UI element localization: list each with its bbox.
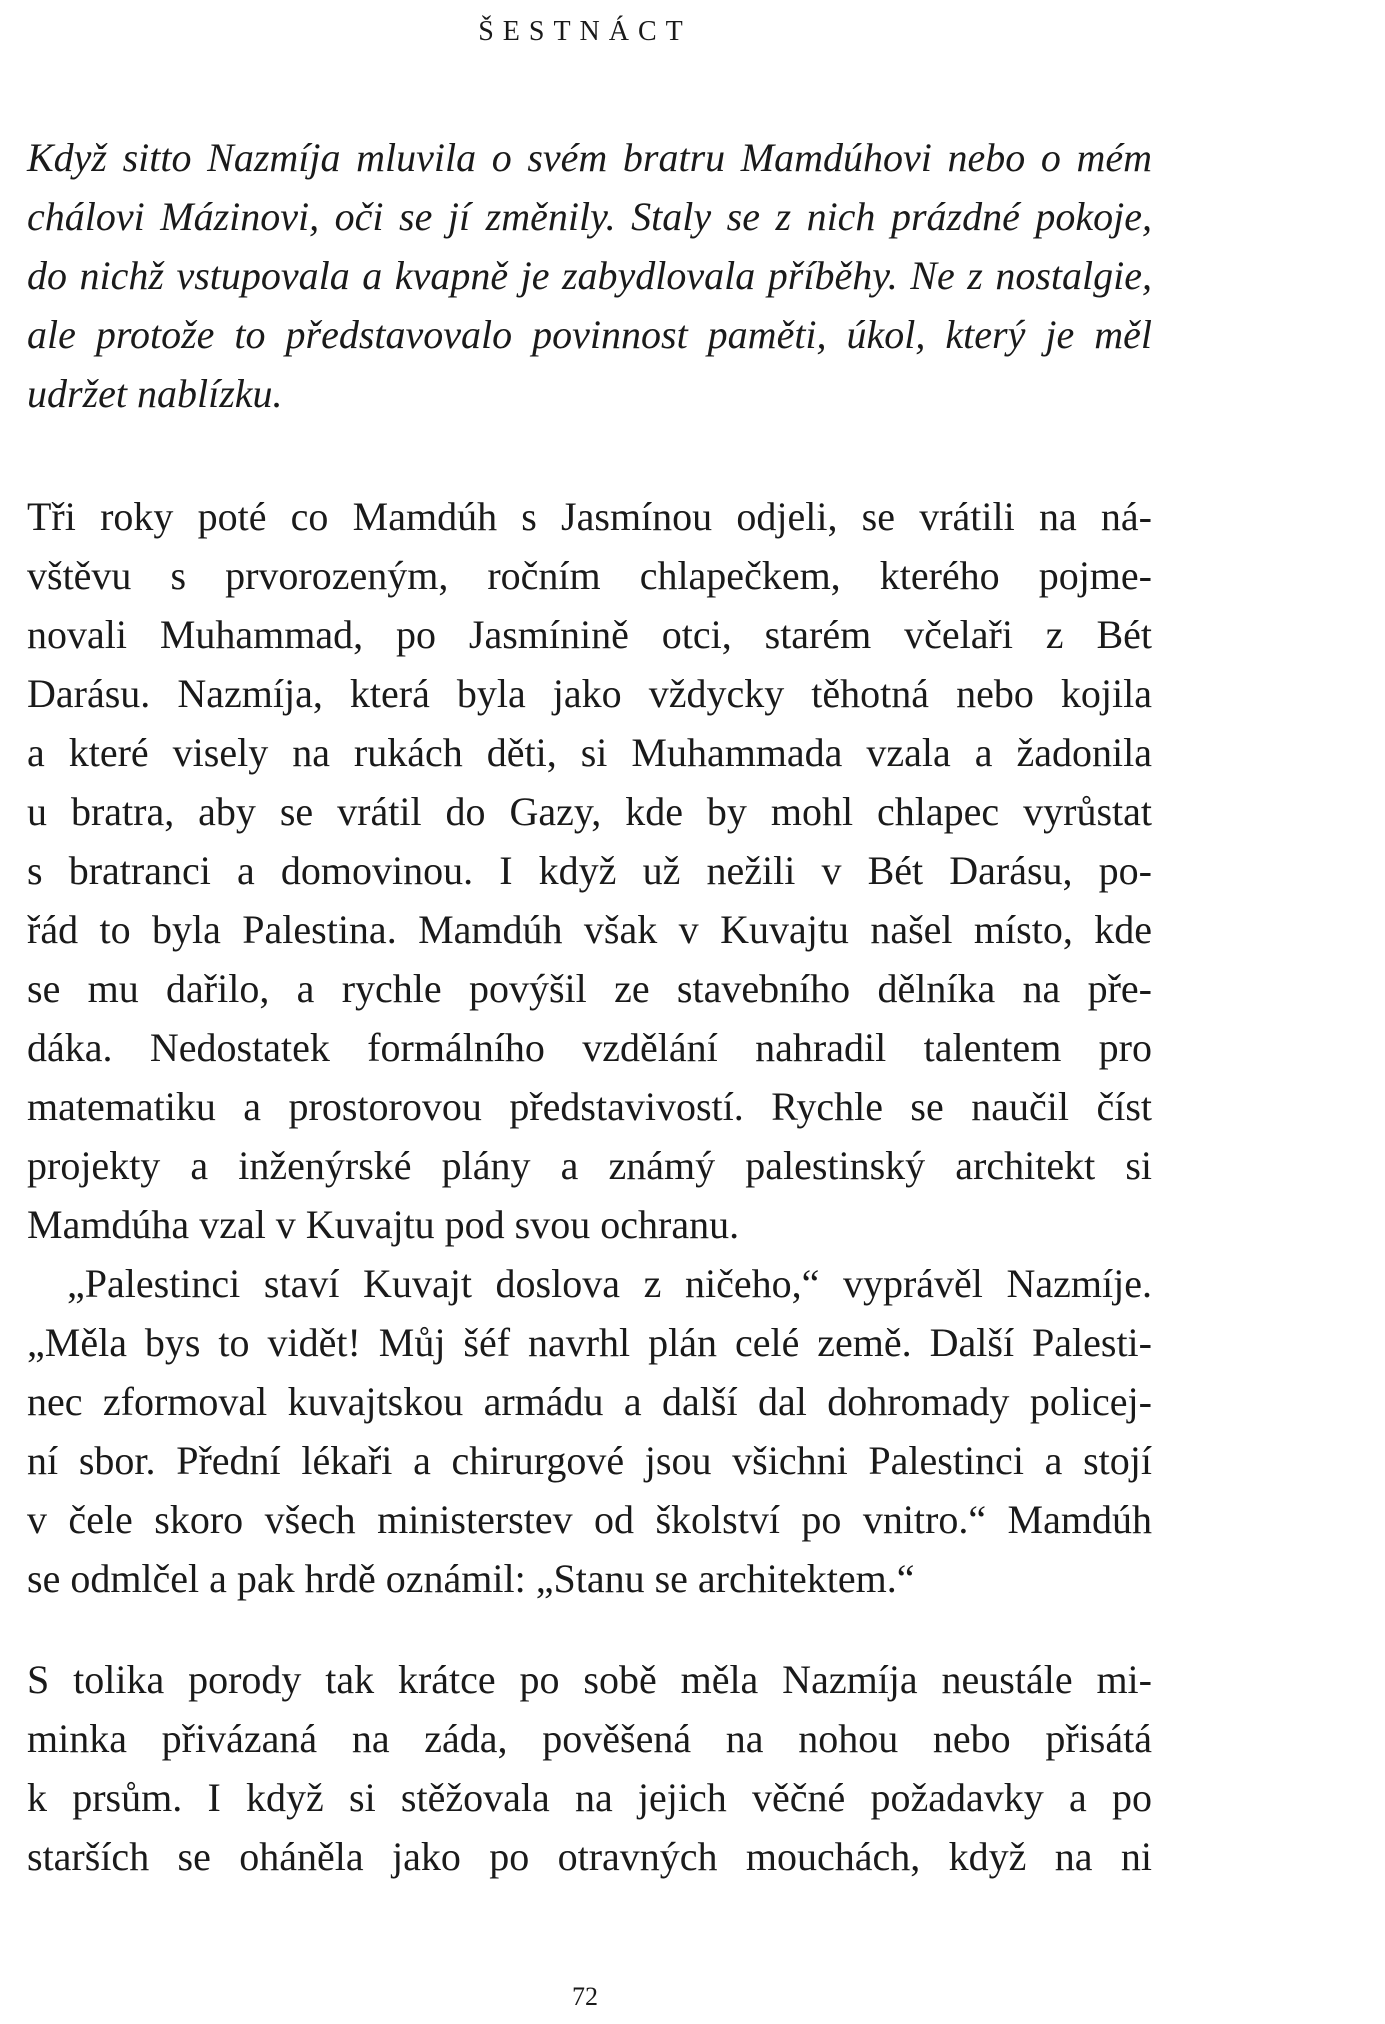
chapter-title: ŠESTNÁCT bbox=[478, 16, 692, 47]
main-section bbox=[27, 487, 1152, 1608]
text-line: novali Muhammad, po Jasmínině otci, starém včelaři z Bét bbox=[27, 612, 1152, 657]
text-line: S tolika porody tak krátce po sobě měla Nazmíja neustále mi- bbox=[27, 1657, 1152, 1702]
text-line: Mamdúha vzal v Kuvajtu pod svou ochranu. bbox=[27, 1202, 740, 1247]
intro-paragraph bbox=[27, 128, 1152, 423]
text-line: se mu dařilo, a rychle povýšil ze stavebního dělníka na pře- bbox=[27, 966, 1152, 1011]
text-line: řád to byla Palestina. Mamdúh však v Kuvajtu našel místo, kde bbox=[27, 907, 1152, 952]
closing-section bbox=[27, 1650, 1152, 1886]
text-line: dáka. Nedostatek formálního vzdělání nahradil talentem pro bbox=[27, 1025, 1152, 1070]
text-line: k prsům. I když si stěžovala na jejich věčné požadavky a po bbox=[27, 1775, 1152, 1820]
text-line: do nichž vstupovala a kvapně je zabydlovala příběhy. Ne z nostalgie, bbox=[27, 253, 1152, 298]
text-line: projekty a inženýrské plány a známý palestinský architekt si bbox=[27, 1143, 1152, 1188]
text-line: chálovi Mázinovi, oči se jí změnily. Staly se z nich prázdné pokoje, bbox=[27, 194, 1152, 239]
text-line: Když sitto Nazmíja mluvila o svém bratru Mamdúhovi nebo o mém bbox=[27, 135, 1152, 180]
text-line: Tři roky poté co Mamdúh s Jasmínou odjeli, se vrátili na ná- bbox=[27, 494, 1152, 539]
text-line: „Palestinci staví Kuvajt doslova z ničeho,“ vyprávěl Nazmíje. bbox=[67, 1261, 1152, 1306]
text-line: u bratra, aby se vrátil do Gazy, kde by mohl chlapec vyrůstat bbox=[27, 789, 1152, 834]
text-line: se odmlčel a pak hrdě oznámil: „Stanu se architektem.“ bbox=[27, 1556, 915, 1601]
text-line: matematiku a prostorovou představivostí. Rychle se naučil číst bbox=[27, 1084, 1152, 1129]
text-line: Darásu. Nazmíja, která byla jako vždycky těhotná nebo kojila bbox=[27, 671, 1152, 716]
text-line: s bratranci a domovinou. I když už nežili v Bét Darásu, po- bbox=[27, 848, 1152, 893]
text-line: udržet nablízku. bbox=[27, 371, 283, 416]
page-number: 72 bbox=[572, 1982, 598, 2011]
text-line: a které visely na rukách děti, si Muhammada vzala a žadonila bbox=[27, 730, 1152, 775]
text-line: nec zformoval kuvajtskou armádu a další dal dohromady policej- bbox=[27, 1379, 1152, 1424]
text-line: v čele skoro všech ministerstev od školství po vnitro.“ Mamdúh bbox=[27, 1497, 1152, 1542]
text-line: ní sbor. Přední lékaři a chirurgové jsou všichni Palestinci a stojí bbox=[27, 1438, 1152, 1483]
text-line: minka přivázaná na záda, pověšená na nohou nebo přisátá bbox=[27, 1716, 1152, 1761]
text-line: ale protože to představovalo povinnost paměti, úkol, který je měl bbox=[27, 312, 1152, 357]
text-line: starších se oháněla jako po otravných mouchách, když na ni bbox=[27, 1834, 1152, 1879]
text-line: vštěvu s prvorozeným, ročním chlapečkem, kterého pojme- bbox=[27, 553, 1152, 598]
text-line: „Měla bys to vidět! Můj šéf navrhl plán celé země. Další Palesti- bbox=[27, 1320, 1152, 1365]
